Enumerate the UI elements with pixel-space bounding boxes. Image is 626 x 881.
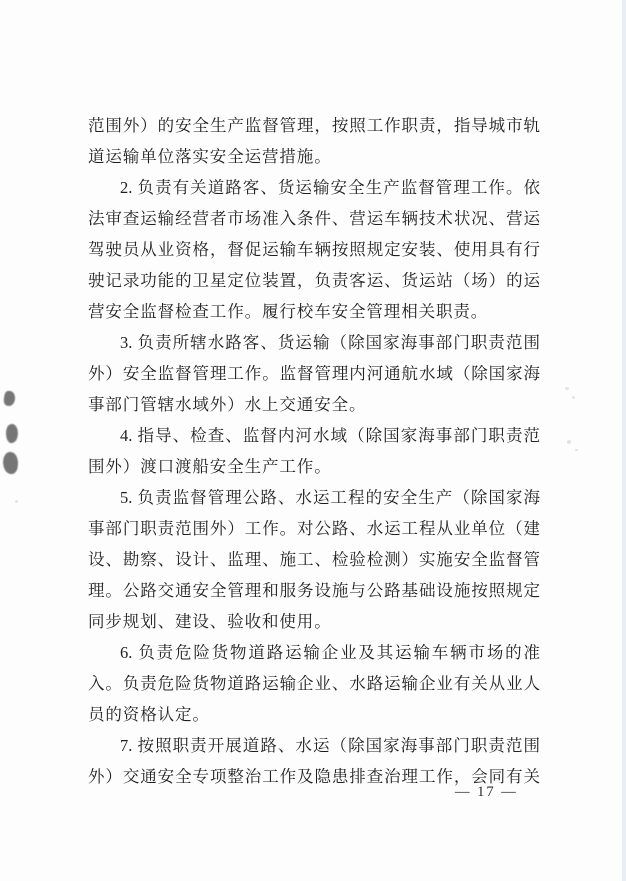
text-line: 外）安全监督管理工作。监督管理内河通航水域（除国家海 <box>88 364 540 383</box>
text-line: 外）交通安全专项整治工作及隐患排查治理工作，会同有关 <box>88 767 540 786</box>
text-line: 驶记录功能的卫星定位装置，负责客运、货运站（场）的运 <box>88 271 540 290</box>
text-line: 6. 负责危险货物道路运输企业及其运输车辆市场的准 <box>120 643 540 662</box>
text-line: 2. 负责有关道路客、货运输安全生产监督管理工作。依 <box>120 178 540 197</box>
scan-edge-shadow <box>622 0 626 881</box>
text-line: 4. 指导、检查、监督内河水域（除国家海事部门职责范 <box>120 426 540 445</box>
scan-smudge <box>2 452 18 475</box>
text-line: 5. 负责监督管理公路、水运工程的安全生产（除国家海 <box>120 488 540 507</box>
text-line: 事部门管辖水域外）水上交通安全。 <box>88 395 367 414</box>
scan-speck <box>15 500 18 503</box>
page-number: — 17 — <box>455 784 518 800</box>
scan-speck <box>567 440 571 444</box>
text-block <box>88 110 540 792</box>
text-line: 营安全监督检查工作。履行校车安全管理相关职责。 <box>88 302 489 321</box>
text-line: 入。负责危险货物道路运输企业、水路运输企业有关从业人 <box>88 674 540 693</box>
text-line: 理。公路交通安全管理和服务设施与公路基础设施按照规定 <box>88 581 540 600</box>
text-line: 同步规划、建设、验收和使用。 <box>88 612 332 631</box>
scan-speck <box>575 449 578 451</box>
scan-smudge <box>5 423 19 443</box>
scan-smudge <box>3 390 16 406</box>
text-line: 范围外）的安全生产监督管理，按照工作职责，指导城市轨 <box>88 116 540 135</box>
text-line: 道运输单位落实安全运营措施。 <box>88 147 332 166</box>
text-line: 法审查运输经营者市场准入条件、营运车辆技术状况、营运 <box>88 209 540 228</box>
text-line: 驾驶员从业资格，督促运输车辆按照规定安装、使用具有行 <box>88 240 540 259</box>
scan-speck <box>572 396 575 399</box>
text-line: 7. 按照职责开展道路、水运（除国家海事部门职责范围 <box>120 736 540 755</box>
text-line: 3. 负责所辖水路客、货运输（除国家海事部门职责范围 <box>120 333 540 352</box>
text-line: 员的资格认定。 <box>88 705 210 724</box>
text-line: 围外）渡口渡船安全生产工作。 <box>88 457 332 476</box>
text-line: 设、勘察、设计、监理、施工、检验检测）实施安全监督管 <box>88 550 540 569</box>
text-line: 事部门职责范围外）工作。对公路、水运工程从业单位（建 <box>88 519 540 538</box>
scan-speck <box>565 387 569 390</box>
